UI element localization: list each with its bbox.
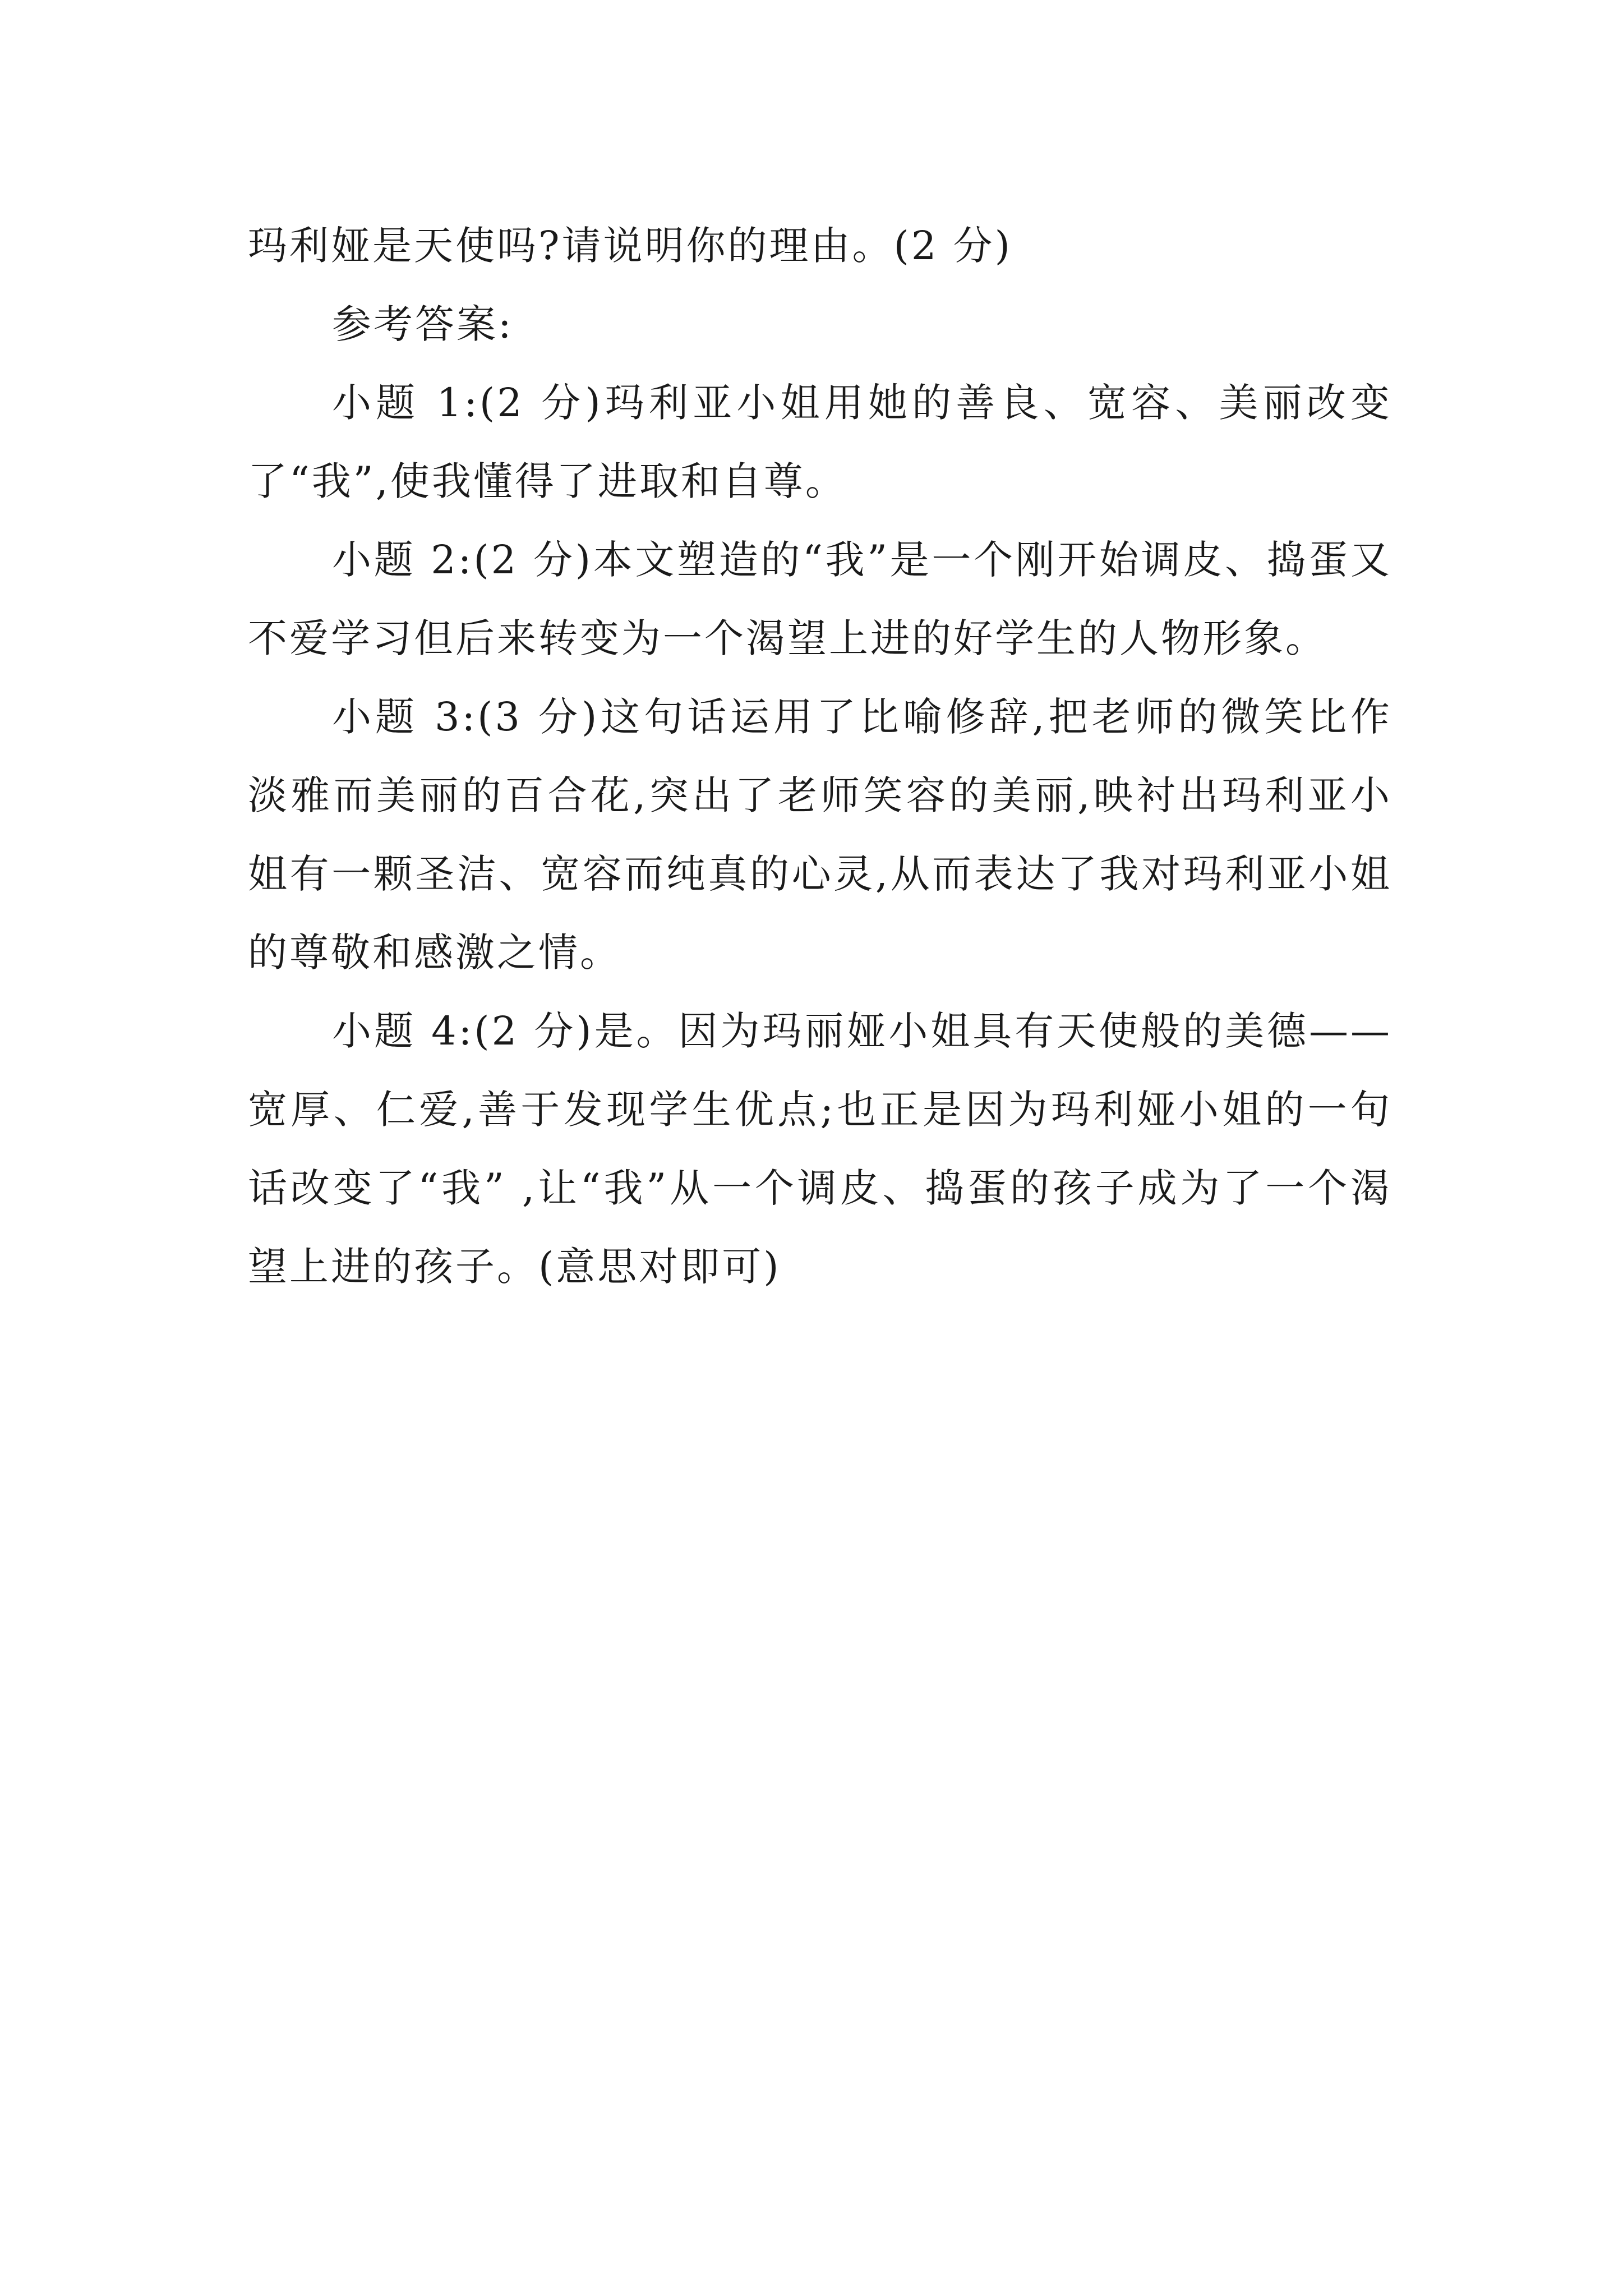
answer-item-3: 小题 3:(3 分)这句话运用了比喻修辞,把老师的微笑比作淡雅而美丽的百合花,突出了老师笑容的美丽,映衬出玛利亚小姐有一颗圣洁、宽容而纯真的心灵,从而表达了我对玛利亚小姐的尊敬和感激之情。: [248, 694, 1392, 976]
document-body: [248, 206, 1392, 1306]
question-tail: 玛利娅是天使吗?请说明你的理由。(2 分): [248, 223, 1012, 269]
answer-item-2: 小题 2:(2 分)本文塑造的“我”是一个刚开始调皮、捣蛋又不爱学习但后来转变为一个渴望上进的好学生的人物形象。: [248, 537, 1392, 661]
answer-item-1: 小题 1:(2 分)玛利亚小姐用她的善良、宽容、美丽改变了“我”,使我懂得了进取和自尊。: [248, 380, 1392, 504]
answer-heading: 参考答案:: [332, 301, 514, 347]
answer-item-4: 小题 4:(2 分)是。因为玛丽娅小姐具有天使般的美德——宽厚、仁爱,善于发现学生优点;也正是因为玛利娅小姐的一句话改变了“我” ,让“我”从一个调皮、捣蛋的孩子成为了一个渴望上进的孩子。(意思对即可): [248, 1008, 1392, 1290]
